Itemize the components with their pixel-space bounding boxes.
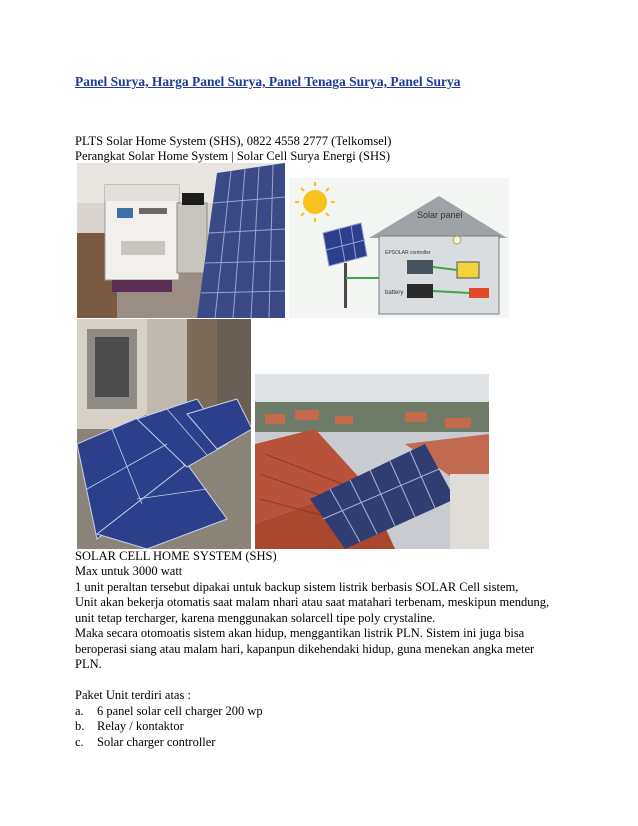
body-line-2: Max untuk 3000 watt: [75, 564, 183, 578]
body-line-8: PLN.: [75, 657, 102, 671]
list-item: [75, 735, 215, 750]
list-item: [75, 719, 184, 734]
intro-line-2: Perangkat Solar Home System | Solar Cell Surya Energi (SHS): [75, 149, 391, 163]
body-line-5: unit tetap tercharger, karena menggunakan solarcell tipe poly crystaline.: [75, 611, 436, 625]
page-title-link[interactable]: Panel Surya, Harga Panel Surya, Panel Tenaga Surya, Panel Surya: [75, 74, 461, 89]
solar-home-diagram: [289, 178, 509, 318]
panels-courtyard-photo: [77, 319, 251, 549]
intro-line-1: PLTS Solar Home System (SHS), 0822 4558 2777 (Telkomsel): [75, 134, 392, 148]
list-item-text: 6 panel solar cell charger 200 wp: [97, 704, 263, 718]
body-line-4: Unit akan bekerja otomatis saat malam nhari atau saat matahari terbenam, meskipun mendung,: [75, 595, 550, 609]
list-item-text: Solar charger controller: [97, 735, 216, 749]
rooftop-panels-photo: [255, 374, 489, 549]
body-line-1: SOLAR CELL HOME SYSTEM (SHS): [75, 549, 277, 563]
body-line-6: Maka secara otomoatis sistem akan hidup, menggantikan listrik PLN. Sistem ini juga bisa: [75, 626, 525, 640]
list-marker: b.: [75, 719, 85, 733]
package-heading: Paket Unit terdiri atas :: [75, 688, 191, 702]
list-marker: a.: [75, 704, 84, 718]
diagram-label-battery: battery: [385, 290, 404, 296]
shs-unit-photo: [77, 163, 285, 318]
diagram-label-controller: EPSOLAR controller: [385, 250, 431, 256]
body-line-3: 1 unit peraltan tersebut dipakai untuk backup sistem listrik berbasis SOLAR Cell sistem,: [75, 580, 519, 594]
list-marker: c.: [75, 735, 84, 749]
list-item: [75, 704, 263, 719]
diagram-label-solar-panel: Solar panel: [417, 210, 463, 220]
list-item-text: Relay / kontaktor: [97, 719, 184, 733]
body-line-7: beroperasi siang atau malam hari, kapanpun dikehendaki hidup, guna menekan angka meter: [75, 642, 535, 656]
